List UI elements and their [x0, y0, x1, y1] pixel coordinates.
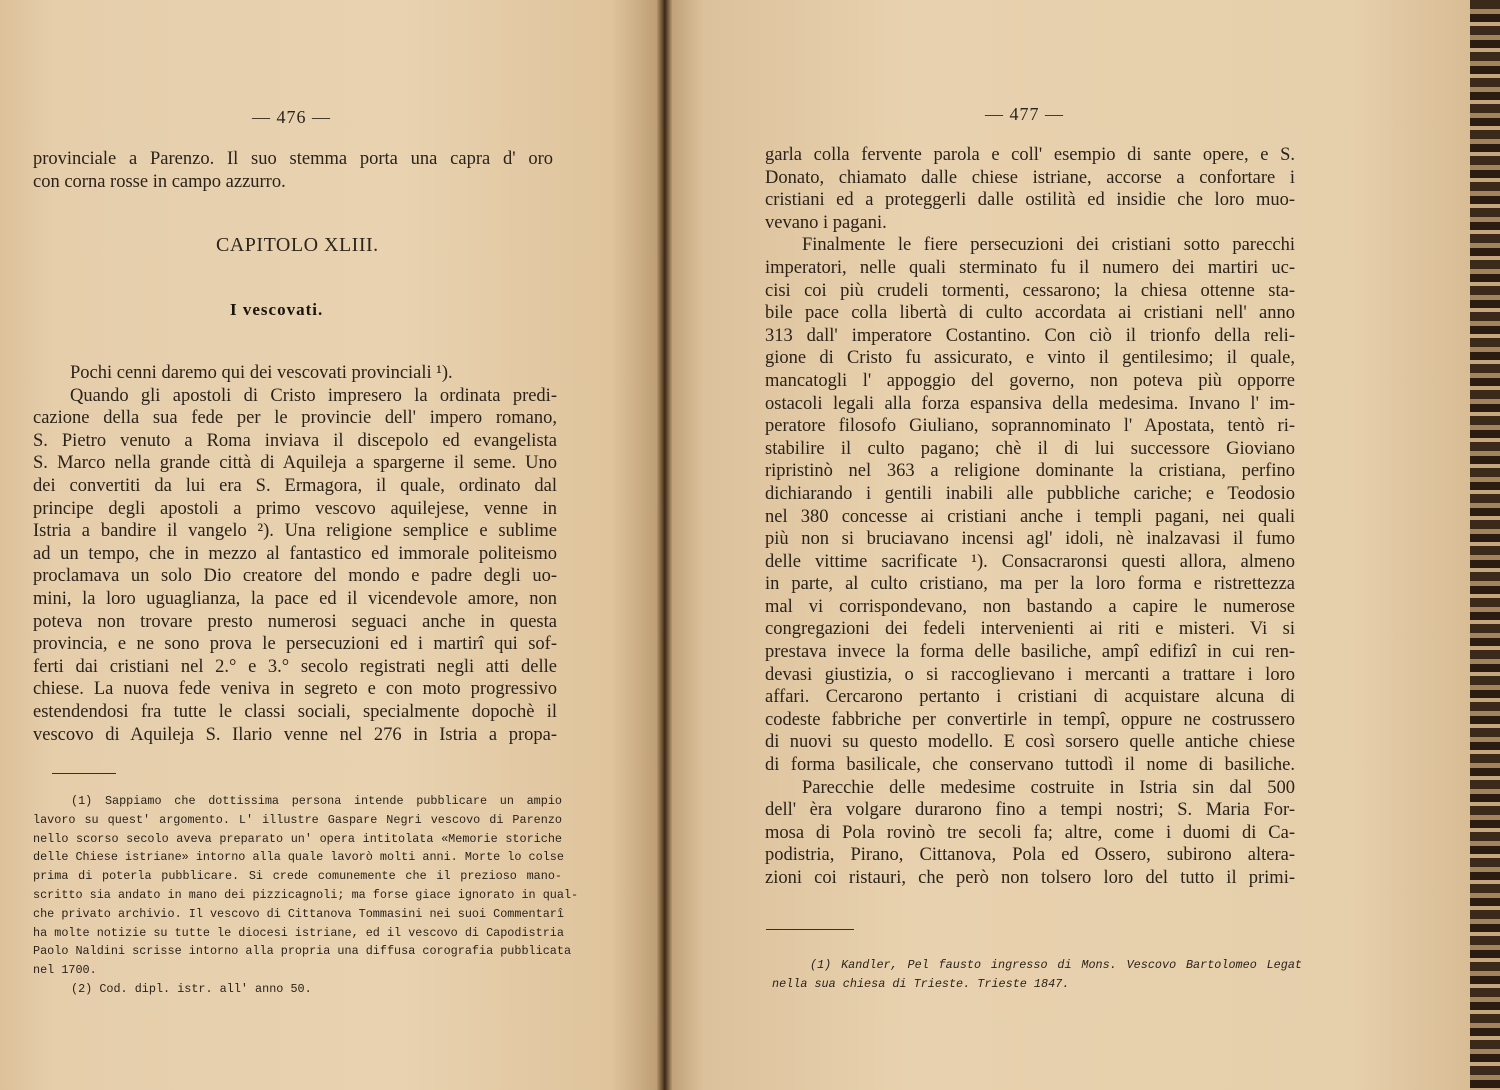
text-line: mini, la loro uguaglianza, la pace ed il vicendevole amore, non	[33, 588, 557, 609]
text-line: devasi giustizia, o si raccoglievano i mercanti a trattare i loro	[765, 664, 1295, 685]
text-line: vevano i pagani.	[765, 212, 887, 233]
footnote-line: prima di poterla pubblicare. Si crede comunemente che il prezioso mano-	[33, 869, 562, 884]
section-title: I vescovati.	[230, 300, 324, 319]
text-line: provinciale a Parenzo. Il suo stemma porta una capra d' oro	[33, 149, 553, 169]
footnote-line: che privato archivio. Il vescovo di Cittanova Tommasini nei suoi Commentarî	[33, 906, 564, 921]
left-intro-text	[33, 148, 553, 193]
right-footnotes	[772, 956, 1302, 994]
text-line: bile pace colla libertà di culto accordata ai cristiani nell' anno	[765, 303, 1295, 324]
text-line: mancatogli l' appoggio del governo, non poteva più opporre	[765, 370, 1295, 391]
footnote-line: (2) Cod. dipl. istr. all' anno 50.	[71, 981, 312, 996]
text-line: dell' èra volgare durarono fino a tempi nostri; S. Maria For-	[765, 800, 1295, 821]
text-line: provincia, e ne sono prova le persecuzioni ed i martirî qui sof-	[33, 634, 557, 655]
text-line: S. Pietro venuto a Roma inviava il discepolo ed evangelista	[33, 430, 557, 451]
chapter-title: CAPITOLO XLIII.	[216, 234, 379, 256]
footnote-line: scritto sia andato in mano dei pizzicagnoli; ma forse giace ignorato in qual-	[33, 887, 579, 902]
footnote-line: ha molte notizie su tutte le diocesi istriane, ed il vescovo di Capodistria	[33, 925, 564, 940]
footnote-rule	[52, 773, 116, 774]
text-line: ferti dai cristiani nel 2.° e 3.° secolo registrati negli atti delle	[33, 656, 557, 677]
text-line: mal vi corrispondevano, non bastando a capire le numerose	[765, 596, 1295, 617]
text-line: mosa di Pola rovinò tre secoli fa; altre, come i duomi di Ca-	[765, 822, 1295, 843]
text-line: ostacoli legali alla forza espansiva della medesima. Invano l' im-	[765, 393, 1295, 414]
text-line: Quando gli apostoli di Cristo impresero la ordinata predi-	[70, 385, 557, 406]
text-line: con corna rosse in campo azzurro.	[33, 171, 286, 192]
text-line: cazione della sua fede per le provincie dell' impero romano,	[33, 408, 557, 429]
left-footnotes	[33, 792, 579, 999]
text-line: Istria a bandire il vangelo ²). Una religione semplice e sublime	[33, 521, 557, 542]
text-line: proclamava un solo Dio creatore del mondo e padre degli uo-	[33, 566, 557, 587]
footnote-line: lavoro su quest' argomento. L' illustre Gaspare Negri vescovo di Parenzo	[33, 812, 562, 827]
text-line: affari. Cercarono pertanto i cristiani di acquistare alcuna di	[765, 687, 1295, 708]
text-line: dichiarando i gentili inabili alle pubbliche cariche; e Teodosio	[765, 483, 1295, 504]
text-line: zioni coi ristauri, che però non tolsero loro del tutto il primi-	[765, 868, 1295, 888]
text-line: stabilire il culto pagano; chè il di lui successore Gioviano	[765, 438, 1295, 459]
footnote-line: nella sua chiesa di Trieste. Trieste 1847.	[772, 976, 1070, 991]
text-line: chiese. La nuova fede veniva in segreto e con moto progressivo	[33, 679, 557, 700]
text-line: 313 dall' imperatore Costantino. Con ciò il trionfo della reli-	[765, 325, 1295, 346]
text-line: estendendosi fra tutte le classi sociali, specialmente dopochè il	[33, 701, 557, 722]
text-line: più non si bruciavano incensi agl' idoli, nè inalzavasi il fumo	[765, 529, 1295, 550]
text-line: cisi coi più crudeli tormenti, cessarono; la chiesa ottenne sta-	[765, 280, 1295, 301]
page-edges	[1470, 0, 1500, 1090]
footnote-line: (1) Kandler, Pel fausto ingresso di Mons. Vescovo Bartolomeo Legat	[810, 958, 1302, 972]
text-line: imperatori, nelle quali sterminato fu il numero dei martiri uc-	[765, 257, 1295, 278]
text-line: Finalmente le fiere persecuzioni dei cristiani sotto parecchi	[802, 235, 1295, 256]
footnote-line: (1) Sappiamo che dottissima persona intende pubblicare un ampio	[71, 794, 562, 808]
text-line: principe degli apostoli a primo vescovo aquilejese, venne in	[33, 498, 557, 519]
text-line: ad un tempo, che in mezzo al fantastico ed immorale politeismo	[33, 543, 557, 564]
footnote-line: delle Chiese istriane» intorno alla quale lavorò molti anni. Morte lo colse	[33, 850, 564, 865]
text-line: di nuovi su questo modello. E così sorsero quelle antiche chiese	[765, 732, 1295, 753]
text-line: peratore filosofo Giuliano, soprannominato l' Apostata, tentò ri-	[765, 416, 1295, 437]
text-line: S. Marco nella grande città di Aquileja a spargerne il seme. Uno	[33, 453, 557, 474]
text-line: in parte, al culto cristiano, ma per la loro forma e ristrettezza	[765, 574, 1295, 595]
text-line: codeste fabbriche per convertirle in tempî, oppure ne costrussero	[765, 709, 1295, 730]
text-line: poteva non trovare presto numerosi seguaci anche in questa	[33, 611, 557, 632]
text-line: di forma basilicale, che conservano tuttodì il nome di basiliche.	[765, 755, 1295, 776]
right-body-text	[765, 144, 1295, 890]
text-line: podistria, Pirano, Cittanova, Pola ed Ossero, subirono altera-	[765, 845, 1295, 866]
text-line: gione di Cristo fu assicurato, e vinto il gentilesimo; il quale,	[765, 348, 1295, 369]
text-line: ripristinò nel 363 a religione dominante la cristiana, perfino	[765, 461, 1295, 482]
left-page-number: — 476 —	[252, 107, 331, 127]
text-line: congregazioni dei fedeli intervenienti ai riti e misteri. Vi si	[765, 619, 1295, 640]
footnote-line: nello scorso secolo aveva preparato un' opera intitolata «Memorie storiche	[33, 831, 562, 846]
text-line: Pochi cenni daremo qui dei vescovati provinciali ¹).	[70, 363, 453, 383]
text-line: prestava invece la forma delle basiliche, ampî edifizî in cui ren-	[765, 642, 1295, 663]
text-line: nel 380 concesse ai cristiani anche i templi pagani, nei quali	[765, 506, 1295, 527]
footnote-line: Paolo Naldini scrisse intorno alla propria una diffusa corografia pubblicata	[33, 944, 572, 959]
text-line: Donato, chiamato dalle chiese istriane, accorse a confortare i	[765, 167, 1295, 188]
footnote-line: nel 1700.	[33, 963, 97, 978]
text-line: vescovo di Aquileja S. Ilario venne nel 276 in Istria a propa-	[33, 724, 557, 745]
left-body-text	[33, 362, 557, 746]
text-line: delle vittime sacrificate ¹). Consacraronsi questi allora, almeno	[765, 551, 1295, 572]
text-line: dei convertiti da lui era S. Ermagora, il quale, ordinato dal	[33, 475, 557, 496]
book-gutter	[656, 0, 672, 1090]
text-line: garla colla fervente parola e coll' esempio di sante opere, e S.	[765, 145, 1295, 165]
text-line: cristiani ed a proteggerli dalle ostilità ed insidie che loro muo-	[765, 190, 1295, 211]
text-line: Parecchie delle medesime costruite in Istria sin dal 500	[802, 777, 1295, 798]
footnote-rule	[766, 929, 854, 930]
right-page-number: — 477 —	[985, 104, 1064, 124]
